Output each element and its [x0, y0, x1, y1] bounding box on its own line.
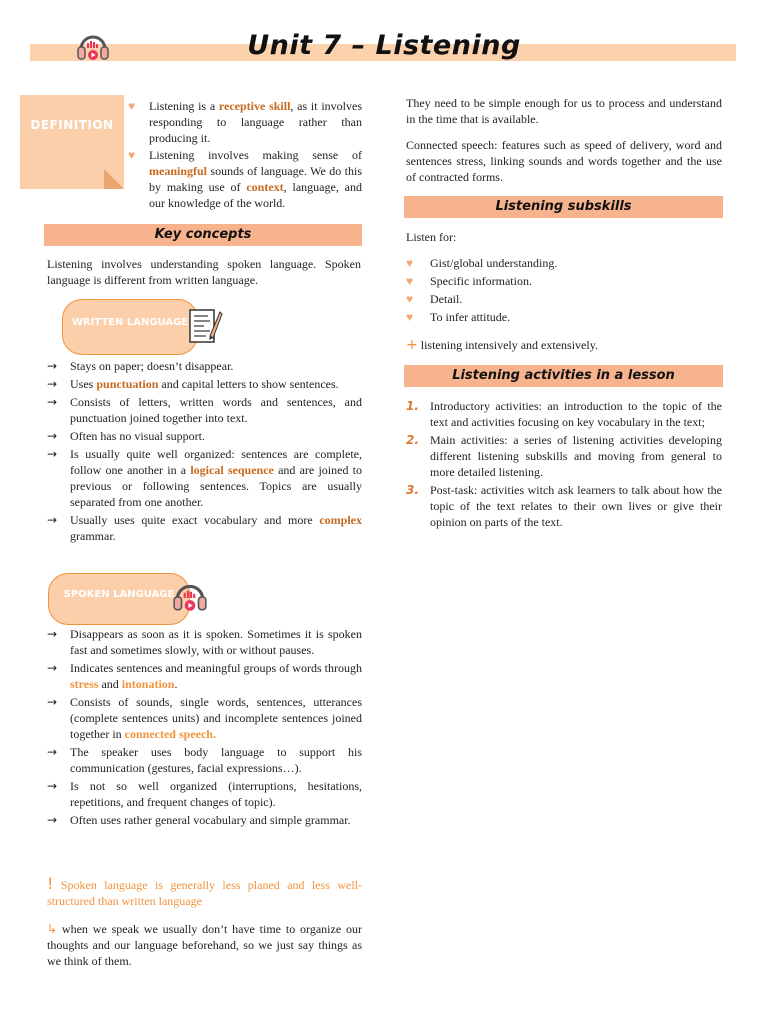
definition-note-fold: [104, 169, 124, 189]
highlight: connected speech.: [124, 727, 216, 741]
heart-icon: ♥: [406, 274, 414, 288]
arrow-right-icon: →: [47, 429, 58, 443]
arrow-right-icon: →: [47, 813, 58, 827]
warning-note: ! Spoken language is generally less planed and less well-structured than written language: [47, 874, 362, 908]
highlight: intonation: [121, 677, 175, 691]
arrow-right-icon: →: [47, 779, 58, 793]
key-concepts-heading-bar: [44, 224, 362, 246]
highlight: complex: [319, 513, 362, 527]
written-language-label: WRITTEN LANGUAGE: [62, 299, 198, 355]
return-arrow-icon: ↳: [47, 922, 58, 936]
plus-note: + listening intensively and extensively.: [406, 337, 598, 353]
list-item: → Is not so well organized (interruptions, hesitations, repetitions, and frequent changes of topic).: [47, 779, 362, 809]
spoken-language-list: [47, 626, 362, 830]
activities-list: [406, 398, 722, 532]
arrow-right-icon: →: [47, 377, 58, 391]
list-item: 3. Post-task: activities witch ask learners to talk about how the topic of the text relates to their own lives or give their opinion on parts of the text.: [406, 483, 722, 529]
written-language-list: [47, 358, 362, 546]
definition-item: ♥ Listening involves making sense of meaningful sounds of language. We do this by making use of context, language, and our knowledge of the world.: [128, 148, 362, 210]
heart-icon: ♥: [128, 148, 136, 162]
arrow-right-icon: →: [47, 627, 58, 641]
spoken-language-label: SPOKEN LANGUAGE: [48, 573, 190, 625]
arrow-right-icon: →: [47, 513, 58, 527]
listen-for-label: Listen for:: [406, 230, 457, 244]
list-item: 2. Main activities: a series of listening activities developing different listening subskills and moving from general to more detailed listening.: [406, 433, 722, 479]
heart-icon: ♥: [128, 99, 136, 113]
subskills-heading-bar: [404, 196, 723, 218]
subskills-list: [406, 255, 716, 327]
list-item: ♥ Detail.: [406, 292, 463, 306]
list-item: → Is usually quite well organized: sentences are complete, follow one another in a logical sequence and are joined to previous or following sentences. Topics are usually separated from one another.: [47, 447, 362, 509]
arrow-right-icon: →: [47, 695, 58, 709]
exclamation-icon: !: [47, 874, 54, 893]
list-item: → Often uses rather general vocabulary and simple grammar.: [47, 813, 351, 827]
list-item: → Disappears as soon as it is spoken. Sometimes it is spoken fast and sometimes slowly, with or without pauses.: [47, 627, 362, 657]
warning-reason: ↳ when we speak we usually don’t have time to organize our thoughts and our language beforehand, so we just say things as we think of them.: [47, 922, 362, 968]
list-item: ♥ To infer attitude.: [406, 310, 511, 324]
definition-label: DEFINITION: [30, 118, 114, 132]
list-item: → Consists of sounds, single words, sentences, utterances (complete sentences units) and incomplete sentences joined together in connected speech.: [47, 695, 362, 741]
arrow-right-icon: →: [47, 661, 58, 675]
headphones-icon: [172, 580, 208, 614]
arrow-right-icon: →: [47, 447, 58, 461]
key-concepts-intro: Listening involves understanding spoken language. Spoken language is different from written language.: [47, 257, 361, 287]
highlight: logical sequence: [190, 463, 274, 477]
list-item: 1. Introductory activities: an introduction to the topic of the text and activities focusing on key vocabulary in the text;: [406, 399, 722, 429]
document-writing-icon: [182, 306, 224, 346]
list-item: → Consists of letters, written words and sentences, and punctuation joined together into text.: [47, 395, 362, 425]
subskills-heading: Listening subskills: [495, 199, 632, 214]
highlight: stress: [70, 677, 99, 691]
key-concepts-heading: Key concepts: [154, 227, 252, 242]
list-item: ♥ Gist/global understanding.: [406, 256, 558, 270]
plus-icon: +: [406, 337, 418, 353]
definition-item: ♥ Listening is a receptive skill, as it involves responding to language rather than producing it.: [128, 99, 362, 145]
list-item: → The speaker uses body language to support his communication (gestures, facial expressions…).: [47, 745, 362, 775]
list-item: → Often has no visual support.: [47, 429, 205, 443]
list-item: → Stays on paper; doesn’t disappear.: [47, 359, 234, 373]
page-title: Unit 7 – Listening: [247, 30, 521, 61]
highlight: meaningful: [149, 164, 208, 178]
highlight: receptive skill: [218, 99, 291, 113]
highlight: punctuation: [96, 377, 159, 391]
connected-speech-text: Connected speech: features such as speed of delivery, word and sentences stress, linking sounds and words together and the use of contracted forms.: [406, 138, 722, 184]
activities-heading-bar: [404, 365, 723, 387]
heart-icon: ♥: [406, 256, 414, 270]
arrow-right-icon: →: [47, 395, 58, 409]
activities-heading: Listening activities in a lesson: [452, 368, 675, 383]
definition-text: [128, 98, 362, 212]
arrow-right-icon: →: [47, 745, 58, 759]
list-item: → Usually uses quite exact vocabulary and more complex grammar.: [47, 513, 362, 543]
arrow-right-icon: →: [47, 359, 58, 373]
right-intro: They need to be simple enough for us to process and understand in the time that is available.: [406, 96, 722, 126]
highlight: context: [246, 180, 284, 194]
heart-icon: ♥: [406, 310, 414, 324]
heart-icon: ♥: [406, 292, 414, 306]
list-item: → Indicates sentences and meaningful groups of words through stress and intonation.: [47, 661, 362, 691]
list-item: → Uses punctuation and capital letters to show sentences.: [47, 377, 339, 391]
list-item: ♥ Specific information.: [406, 274, 532, 288]
